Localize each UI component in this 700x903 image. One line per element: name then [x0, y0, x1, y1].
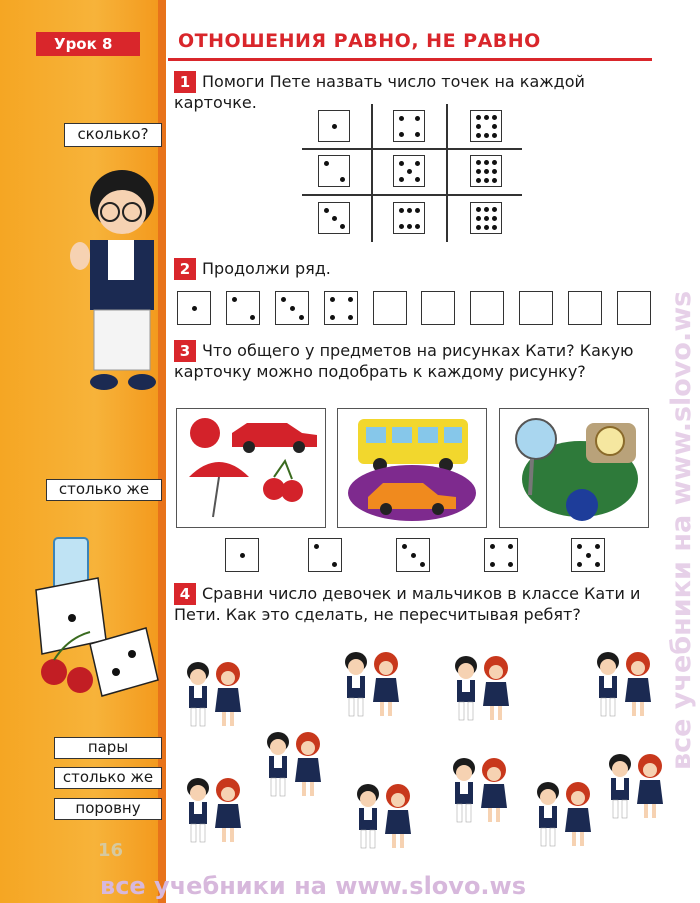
dot-card-8 [470, 110, 502, 142]
dot-card-5 [393, 155, 425, 187]
dot-card-10 [470, 202, 502, 234]
lesson-tag: Урок 8 [36, 32, 140, 56]
boy-illustration [60, 160, 170, 400]
answer-card-4[interactable] [484, 538, 518, 572]
sequence-card-empty-6[interactable] [617, 291, 651, 325]
sequence-card-empty-3[interactable] [470, 291, 504, 325]
grid-line-h2 [302, 194, 522, 196]
dot-card-2 [318, 155, 350, 187]
dot-card-4 [393, 110, 425, 142]
answer-card-2[interactable] [308, 538, 342, 572]
dot-card-9 [470, 155, 502, 187]
answer-card-3[interactable] [396, 538, 430, 572]
task-1-text [174, 71, 652, 112]
dot-card-6 [393, 202, 425, 234]
task-4-text [174, 583, 652, 624]
grid-line-v1 [371, 104, 373, 242]
label-pary: пары [54, 737, 162, 759]
picture-3-drawing [500, 409, 647, 526]
watermark-side: все учебники на www.slovo.ws [666, 290, 697, 770]
task-1-question: Помоги Пете назвать число точек на каждой карточке. [174, 72, 585, 112]
picture-apple-car-umbrella-cherries [176, 408, 326, 528]
picture-bus-car [337, 408, 487, 528]
task-3-number: 3 [174, 340, 196, 362]
sequence-card-2 [226, 291, 260, 325]
picture-1-drawing [177, 409, 324, 526]
answer-card-1[interactable] [225, 538, 259, 572]
sequence-card-4 [324, 291, 358, 325]
task-3-question: Что общего у предметов на рисунках Кати? Какую карточку можно подобрать к каждому рисунку? [174, 341, 634, 381]
label-stolko-zhe-2: столько же [54, 767, 162, 789]
sequence-card-empty-4[interactable] [519, 291, 553, 325]
grid-line-v2 [446, 104, 448, 242]
task-2-number: 2 [174, 258, 196, 280]
children-pairs-illustration [176, 648, 666, 858]
sequence-card-empty-1[interactable] [373, 291, 407, 325]
sequence-card-3 [275, 291, 309, 325]
dot-card-3 [318, 202, 350, 234]
task-3-text [174, 340, 654, 381]
sequence-card-1 [177, 291, 211, 325]
task-2-text [174, 258, 652, 280]
sequence-card-empty-5[interactable] [568, 291, 602, 325]
answer-card-5[interactable] [571, 538, 605, 572]
page-title: ОТНОШЕНИЯ РАВНО, НЕ РАВНО [178, 30, 541, 52]
label-porovnu: поровну [54, 798, 162, 820]
title-rule [168, 58, 652, 61]
cards-illustration [20, 530, 160, 720]
task-4-number: 4 [174, 583, 196, 605]
picture-2-drawing [338, 409, 485, 526]
picture-mirror-watch-ball [499, 408, 649, 528]
label-stolko-zhe: столько же [46, 479, 162, 501]
grid-line-h1 [302, 148, 522, 150]
dot-card-1 [318, 110, 350, 142]
page-number: 16 [98, 840, 124, 861]
label-skolko: сколько? [64, 123, 162, 147]
watermark-bottom: все учебники на www.slovo.ws [100, 872, 526, 900]
task-2-question: Продолжи ряд. [202, 259, 331, 278]
sequence-card-empty-2[interactable] [421, 291, 455, 325]
task-4-question: Сравни число девочек и мальчиков в классе Кати и Пети. Как это сделать, не пересчитывая ребят? [174, 584, 641, 624]
task-1-number: 1 [174, 71, 196, 93]
